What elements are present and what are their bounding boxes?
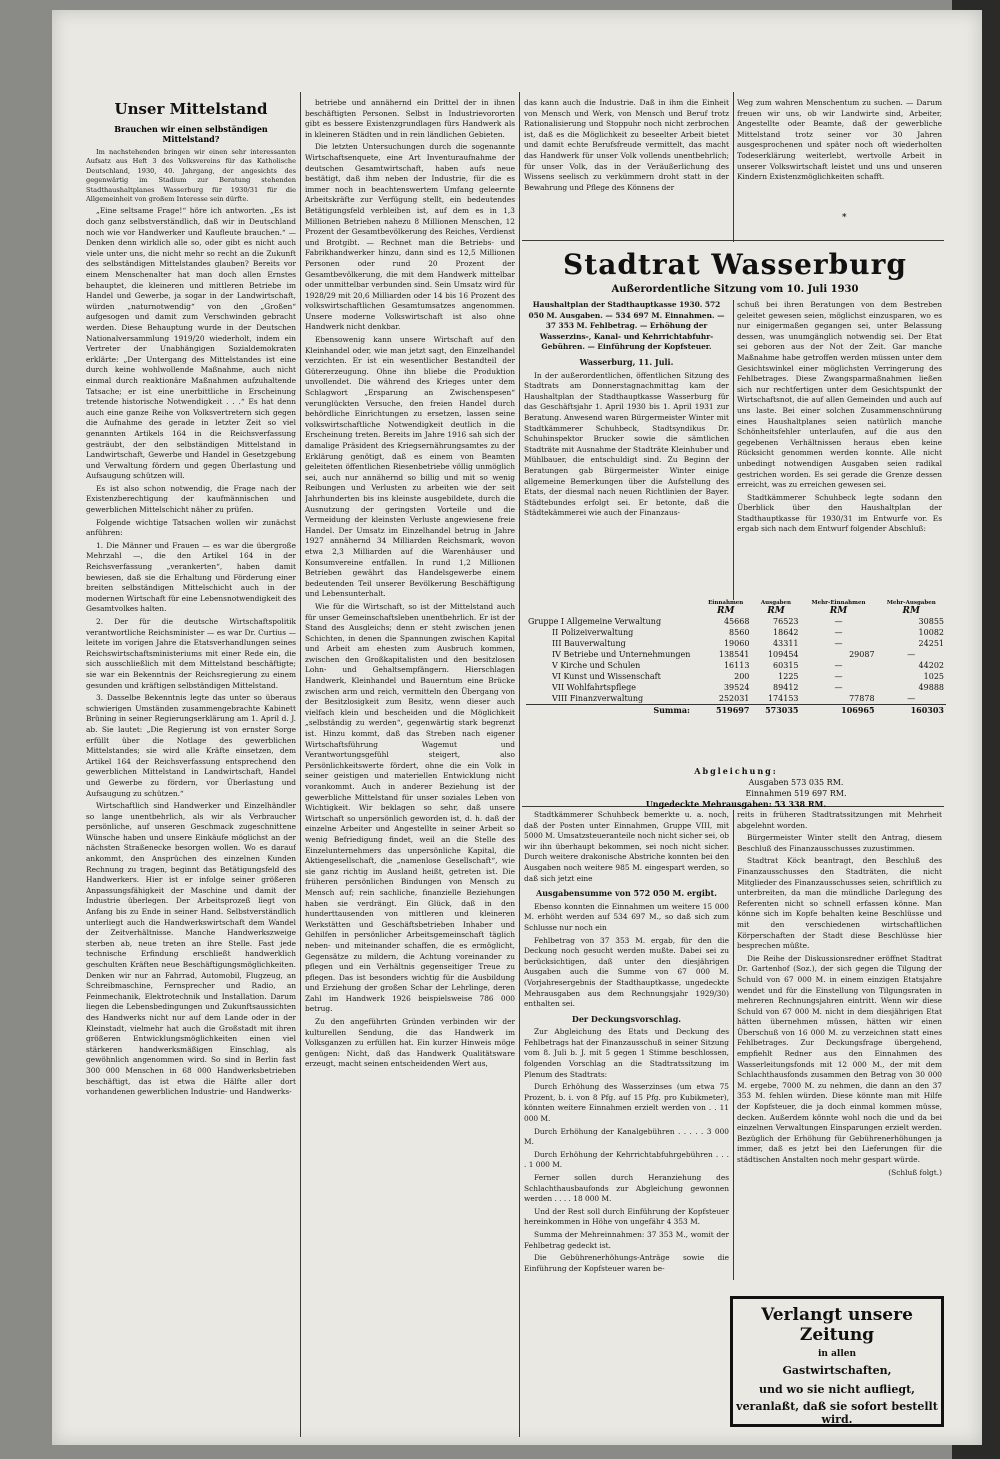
table-row — [526, 616, 946, 627]
budget-table — [526, 600, 946, 716]
balance-line: Einnahmen 519 697 RM. — [745, 789, 847, 798]
article-paragraph: Ebensowenig kann unsere Wirtschaft auf den Kleinhandel oder, wie man jetzt sagt, den Einzelhandel verzichten. Er ist ein wesentlicher Bestandteil der Gütererzeugung. Ohne ihn bliebe die Produktion unvollendet. Die während des Krieges unter dem Schlagwort „Ersparung an Zwischenspesen“ verunglückten Versuche, den freien Handel durch behördliche Einrichtungen zu ersetzen, lassen seine volkswirtschaftliche Notwendigkeit deutlich in die Erscheinung treten. Bereits im Jahre 1916 sah sich der damalige Präsident des Kriegsernährungsamtes zu der Erklärung genötigt, daß es einem von Beamten geleiteten öffentlichen Riesenbetriebe völlig unmöglich sei, auch nur annähernd so billig und mit so wenig Reibungen und Verlusten zu arbeiten wie der seit Jahrhunderten bis ins kleinste ausgebildete, durch die Ausnutzung der geringsten Vorteile und die Vermeidung der kleinsten Verluste angewiesene freie Handel. Der Umsatz im Einzelhandel betrug in Jahre 1927 annähernd 34 Milliarden Reichsmark, wovon etwa 2,3 Milliarden auf die Warenhäuser und Konsumvereine entfallen. In rund 1,2 Millionen Betrieben gewährt das Handelsgewerbe einem bedeutenden Teil unserer Bevölkerung Beschäftigung und Lebensunterhalt. — [305, 335, 515, 599]
article-column-1 — [86, 148, 296, 1438]
ad-line: Gastwirtschaften, — [782, 1364, 892, 1377]
cell: — — [834, 672, 843, 681]
cell: 60315 — [773, 661, 799, 670]
article-title: Unser Mittelstand — [114, 100, 268, 118]
article-paragraph: 2. Der für die deutsche Wirtschaftspolitik verantwortliche Reichsminister — es war Dr. Curtius — leitete im vorigen Jahre die Etatsverhandlungen seines Reichswirtschaftsministeriums mit einer Rede ein, die sich ausschließlich mit dem Mittelstand beschäftigte; sie war ein Bekenntnis der Reichsregierung zu einem gesunden und kräftigen selbständigen Mittelstand. — [86, 617, 296, 690]
cell: 160303 — [877, 705, 946, 717]
ad-line: in allen — [817, 1349, 857, 1359]
article2-column-left — [524, 300, 729, 625]
row-label: IV Betriebe und Unternehmungen — [552, 650, 691, 659]
article-paragraph: Durch Erhöhung der Kehrrichtabfuhrgebühren . . . . 1 000 M. — [524, 1149, 729, 1170]
article-paragraph: Zur Abgleichung des Etats und Deckung des Fehlbetrags hat der Finanzausschuß in seiner Sitzung vom 8. Juli b. J. mit 5 gegen 1 Stimme beschlossen, folgenden Vorschlag an die Stadtratssitzung im Plenum des Stadtrats: — [524, 1027, 729, 1079]
row-label: VII Wohlfahrtspflege — [552, 683, 636, 692]
article2-lead: Haushaltplan der Stadthauptkasse 1930. 572 050 M. Ausgaben. — 534 697 M. Einnahmen. — 37 353 M. Fehlbetrag. — Erhöhung der Wasserzins-, Kanal- und Kehrrichtabfuhr-Gebühren. — Einführung der Kopfsteuer. — [528, 300, 725, 352]
cell: 174153 — [767, 694, 799, 703]
article-paragraph: schuß bei ihren Beratungen von dem Bestreben geleitet gewesen seien, möglichst einzusparen, wo es nur einigermaßen gegangen sei, unter Belassung dessen, was unumgänglich notwendig sei. Der Etat sei geboren aus der Not der Zeit. Gar manche Maßnahme habe getroffen werden müssen unter dem Gesichtswinkel einer möglichsten Verringerung des Fehlbetrages. Diese Zwangsparmaßnahmen ließen sich nur rechtfertigen unter dem Gesichtspunkt der Wirtschaftsnot, die auf allen Gemeinden und auch auf uns laste. Bei einer solchen Zusammenschnürung eines Haushaltplanes seien natürlich manche Schönheitsfehler unterlaufen, auf die aus den gegebenen Verhältnissen heraus eben keine Rücksicht genommen werden konnte. Alle nicht unbedingt notwendigen Ausgaben seien radikal gestrichen worden. Es sei gerade die Grenze dessen erreicht, was zu erreichen gewesen sei. — [737, 300, 942, 490]
cell: — — [907, 694, 916, 703]
table-row — [526, 660, 946, 671]
article-paragraph: das kann auch die Industrie. Daß in ihm die Einheit von Mensch und Werk, von Mensch und Beruf trotz Rationalisierung und Stoppuhr noch nicht zerbrochen ist, daß es die Möglichkeit zu beseelter Arbeit bietet und damit echte Berufsfreude vermittelt, das macht das Handwerk für unser Volk vollends unentbehrlich; für unser Volk, das in der Veräußerlichung des Wissens seelisch zu verkümmern droht statt in der Bewahrung und Pflege des Könnens der — [524, 98, 729, 192]
row-label: Gruppe I Allgemeine Verwaltung — [528, 617, 662, 626]
cell: 89412 — [773, 683, 799, 692]
column-rule — [733, 300, 734, 600]
article-paragraph: Fehlbetrag von 37 353 M. ergab, für den die Deckung noch gesucht werden mußte. Dabei sei zu berücksichtigen, daß unter den diesjährigen Ausgaben auch die Summe von 67 000 M. (Vorjahresergebnis der Stadthauptkasse, ungedeckte Mehrausgaben aus dem Rechnungsjahr 1929/30) enthalten sei. — [524, 935, 729, 1009]
row-label: V Kirche und Schulen — [552, 661, 641, 670]
ad-headline: Verlangt unsere Zeitung — [761, 1305, 913, 1345]
article-subhead: Der Deckungsvorschlag. — [571, 1013, 682, 1024]
row-label: VI Kunst und Wissenschaft — [552, 672, 661, 681]
table-row — [526, 693, 946, 705]
article-paragraph: (Schluß folgt.) — [888, 1167, 942, 1177]
column-rule — [519, 92, 520, 1437]
article-column-2 — [305, 98, 515, 1443]
article-column-3-top — [524, 98, 729, 258]
cell: 1225 — [778, 672, 799, 681]
cell: 138541 — [718, 650, 750, 659]
cell: 10082 — [918, 628, 944, 637]
article-paragraph: In der außerordentlichen, öffentlichen Sitzung des Stadtrats am Donnerstagnachmittag kam der Haushaltplan der Stadthauptkasse Wasserburg für das Geschäftsjahr 1. April 1930 bis 1. April 1931 zur Beratung. Anwesend waren Bürgermeister Winter mit Stadtkämmerer Schuhbeck, Stadtsyndikus Dr. Schuhinspektor Brucker sowie die sämtlichen Stadträte mit Ausnahme der Stadträte Kleinhuber und Mühlbauer, die entschuldigt sind. Zu Beginn der Beratungen gab Bürgermeister Winter einige allgemeine Bemerkungen über die Aufstellung des Etats, der diesmal nach neuen Richtlinien der Bayer. Städtebundes erfolgt sei. Er betonte, daß die Städtekämmerei wie auch der Finanzaus- — [524, 370, 729, 518]
cell: 45668 — [723, 617, 750, 626]
cell: 16113 — [723, 661, 750, 670]
cell: 252031 — [718, 694, 750, 703]
article-subtitle: Brauchen wir einen selbständigen Mittelstand? — [114, 124, 268, 144]
col-unit: RM — [902, 606, 920, 616]
cell: 109454 — [767, 650, 799, 659]
cell: 39524 — [723, 683, 750, 692]
balance-total: Ungedeckte Mehrausgaben: 53 338 RM. — [645, 799, 827, 809]
article-paragraph: Ferner sollen durch Heranziehung des Schlachthausbaufonds zur Abgleichung gewonnen werden . . . . 18 000 M. — [524, 1173, 729, 1204]
budget-unit-row — [526, 606, 946, 616]
cell: 1025 — [923, 672, 944, 681]
article-paragraph: Weg zum wahren Menschentum zu suchen. — Darum freuen wir uns, ob wir Landwirte sind, Arbeiter, Angestellte oder Beamte, daß der gewerbliche Mittelstand trotz seiner vor 30 Jahren ausgesprochenen und später noch oft wiederholten Todeserklärung weiterlebt, wertvolle Arbeit in unserer Volkswirtschaft leistet und uns und unseren Kindern Existenzmöglichkeiten schafft. — [737, 98, 942, 182]
article-subhead: Ausgabensumme von 572 050 M. ergibt. — [536, 888, 717, 899]
cell: 19060 — [723, 639, 750, 648]
article-paragraph: reits in früheren Stadtratssitzungen mit Mehrheit abgelehnt worden. — [737, 810, 942, 830]
article-paragraph: betriebe und annähernd ein Drittel der in ihnen beschäftigten Personen. Selbst in Industrievororten gibt es bessere Existenzgrundlagen fürs Handwerk als in kleineren Städten und in rein ländlichen Gebieten. — [305, 98, 515, 139]
newspaper-ad-box — [730, 1296, 944, 1427]
col-unit: RM — [716, 606, 735, 616]
article-paragraph: Durch Erhöhung des Wasserzinses (um etwa 75 Prozent, b. i. von 8 Pfg. auf 15 Pfg. pro Kubikmeter), könnten weitere Einnahmen erzielt werden von . . 11 000 M. — [524, 1082, 729, 1124]
article-paragraph: 3. Dasselbe Bekenntnis legte das unter so überaus schwierigen Umständen zusammengebrachte Kabinett Brüning in seiner Regierungserklärung am 1. April d. J. ab. Sie lautet: „Die Regierung ist von ernster Sorge erfüllt über die Notlage des gewerblichen Mittelstandes; sie wird alle Kräfte einsetzen, dem Artikel 164 der Reichsverfassung entsprechend den gewerblichen Mittelstand in Landwirtschaft, Handel und Gewerbe zu fördern, vor Überlastung und Aufsaugung zu schützen.“ — [86, 693, 296, 798]
col-header: Ausgaben — [760, 600, 792, 606]
table-row — [526, 638, 946, 649]
article-paragraph: Stadtkämmerer Schuhbeck bemerkte u. a. noch, daß der Posten unter Einnahmen, Gruppe VIII, mit 5000 M. Umsatzsteueranteile noch nicht sicher sei, ob wir ihn überhaupt bekommen, sei noch nicht sicher. Durch weitere drakonische Abstriche konnten bei den Ausgaben noch weitere 985 M. eingespart werden, so daß sich jetzt eine — [524, 810, 729, 883]
col-unit: RM — [829, 606, 848, 616]
article-paragraph: Wirtschaftlich sind Handwerker und Einzelhändler so lange unentbehrlich, als wir als Verbraucher persönliche, auf unseren Geschmack zugeschnittene Wünsche haben und unsere Einkäufe möglichst an der nächsten Straßenecke besorgen wollen. Wo es darauf ankommt, den Ansprüchen des einzelnen Kunden Rechnung zu tragen, beginnt das Betätigungsfeld des Handwerkers. Hier ist er infolge seiner größeren Anpassungsfähigkeit der Maschine und damit der Industrie überlegen. Der Arbeitsprozeß liegt von Anfang bis zu Ende in seiner Hand. Selbstverständlich unterliegt auch die Handwerkswirtschaft dem Wandel der Zeitverhältnisse. Manche Handwerkszweige sterben ab, neue treten an ihre Stelle. Fast jede technische Erfindung erschließt handwerklich geschulten Kräften neue Beschäftigungsmöglichkeiten. Denken wir nur an Fahrrad, Automobil, Flugzeug, an Schreibmaschine, Fernsprecher und Radio, an Feinmechanik, Elektrotechnik und Installation. Darum liegen die Lebensbedingungen und Zukunftsaussichten des Handwerks nicht nur auf dem Lande oder in der Kleinstadt, vielmehr hat auch die Großstadt mit ihren größeren Entwicklungsmöglichkeiten einen viel stärkeren handwerksmäßigen Einschlag, als gewöhnlich angenommen wird. So sind in Berlin fast 300 000 Menschen in 68 000 Handwerksbetrieben beschäftigt, das ist etwa die Hälfte aller dort vorhandenen gewerblichen Industrie- und Handwerks- — [86, 801, 296, 1097]
table-row — [526, 671, 946, 682]
cell: — — [907, 650, 916, 659]
balance-line: Ausgaben 573 035 RM. — [748, 778, 844, 787]
cell: 573035 — [751, 705, 800, 717]
article-paragraph: Stadtrat Köck beantragt, den Beschluß des Finanzausschusses den Stadträten, die nicht Mitglieder des Finanzausschusses seien, schriftlich zu unterbreiten, da man die mündliche Darlegung des Referenten nicht so schnell erfassen könne. Man könne sich im Kopfe behalten keine Beschlüsse und mit den verschiedenen wirtschaftlichen Körperschaften der Stadt diese Beschlüsse hier besprechen müßte. — [737, 856, 942, 951]
cell: — — [834, 628, 843, 637]
col-header: Mehr-Einnahmen — [811, 600, 866, 606]
article-paragraph: Folgende wichtige Tatsachen wollen wir zunächst anführen: — [86, 517, 296, 538]
article2-lower-left — [524, 810, 729, 1440]
article2-title: Stadtrat Wasserburg — [563, 248, 907, 281]
article-paragraph: 1. Die Männer und Frauen — es war die übergroße Mehrzahl —, die den Artikel 164 in der Reichsverfassung „verankerten“, haben damit bewiesen, daß sie die Erhaltung und Förderung einer breiten selbständigen Mittelschicht auch in der modernen Wirtschaft für eine Lebensnotwendigkeit des Gesamtvolkes halten. — [86, 540, 296, 614]
ad-line: und wo sie nicht aufliegt, — [758, 1383, 916, 1396]
balance-heading: Abgleichung: — [694, 766, 778, 776]
article-paragraph: Stadtkämmerer Schuhbeck legte sodann den Überblick über den Haushaltplan der Stadthauptkasse für 1930/31 im Entwurfe vor. Es ergab sich nach dem Entwurf folgender Abschluß: — [737, 492, 942, 534]
article2-subtitle: Außerordentliche Sitzung vom 10. Juli 1930 — [611, 284, 859, 295]
article-paragraph: Ebenso konnten die Einnahmen um weitere 15 000 M. erhöht werden auf 534 697 M., so daß sich zum Schlusse nur noch ein — [524, 901, 729, 932]
article-paragraph: Die letzten Untersuchungen durch die sogenannte Wirtschaftsenquete, eine Art Inventuraufnahme der deutschen Gesamtwirtschaft, haben aufs neue bestätigt, daß ihm neben der Industrie, für die es immer noch in beachtenswertem Umfang geleernte Arbeitskräfte zur Verfügung stellt, ein bedeutendes Betätigungsfeld verbleiben ist, auf dem es in 1,3 Millionen Betrieben nahezu 8 Millionen Menschen, 12 Prozent der Gesamtbevölkerung des Reiches, Verdienst und Brotgibt. — Rechnet man die Betriebs- und Fabrikhandwerker hinzu, dann sind es 12,5 Millionen Personen oder rund 20 Prozent der Gesamtbevölkerung, die mit dem Handwerk mittelbar oder unmittelbar verbunden sind. Sein Umsatz wird für 1928/29 mit 20,6 Milliarden oder 14 bis 16 Prozent des volkswirtschaftlichen Gesamtumsatzes angenommen. Unsere moderne Volkswirtschaft ist also ohne Handwerk nicht denkbar. — [305, 142, 515, 332]
table-row — [526, 649, 946, 660]
article-paragraph: „Eine seltsame Frage!“ höre ich antworten. „Es ist doch ganz selbstverständlich, daß wir in Deutschland noch wie vor Handwerker und Kaufleute brauchen.“ — Denken denn wirklich alle so, oder gibt es nicht auch viele unter uns, die nicht mehr so recht an die Zukunft des selbständigen Mittelstandes glauben? Bereits vor einem Menschenalter hat man doch allen Ernstes behauptet, die kleineren und mittleren Betriebe im Handel und Gewerbe, ja sogar in der Landwirtschaft, würden „naturnotwendig“ von den „Großen“ aufgesogen und damit zum Verschwinden gebracht werden. Diese Behauptung wurde in der Deutschen Nationalversammlung 1919/20 wiederholt, indem ein Vertreter der Unabhängigen Sozialdemokraten erklärte: „Der Untergang des Mittelstandes ist eine durch keine wohlwollende Maßnahme, auch nicht einmal durch reaktionäre Maßnahmen aufzuhaltende Tatsache; er ist eine unerbittliche in Erscheinung tretende historische Notwendigkeit . . .“ Es hat denn auch eine ganze Reihe von Volksvertretern sich gegen die Aufnahme des gerade in letzter Zeit so viel genannten Artikels 164 in die Reichsverfassung gesträubt, der den selbständigen Mittelstand in Landwirtschaft, Gewerbe und Handel in Gesetzgebung und Verwaltung fördern und gegen Überlastung und Aufsaugung schützen will. — [86, 206, 296, 481]
end-mark: * — [842, 213, 847, 223]
article-paragraph: Bürgermeister Winter stellt den Antrag, diesem Beschluß des Finanzausschusses zuzustimmen. — [737, 833, 942, 853]
column-rule — [733, 810, 734, 1280]
table-row — [526, 682, 946, 693]
col-header: Einnahmen — [708, 600, 744, 606]
cell: 200 — [734, 672, 750, 681]
budget-balance — [526, 766, 946, 810]
table-row — [526, 627, 946, 638]
article-paragraph: Es ist also schon notwendig, die Frage nach der Existenzberechtigung der kaufmännischen und gewerblichen Mittelschicht näher zu prüfen. — [86, 483, 296, 515]
article-paragraph: Durch Erhöhung der Kanalgebühren . . . . . 3 000 M. — [524, 1126, 729, 1147]
ad-line: veranlaßt, daß sie sofort bestellt wird. — [736, 1400, 938, 1426]
row-label: III Bauverwaltung — [552, 639, 626, 648]
cell: 18642 — [773, 628, 799, 637]
row-label: II Polizeiverwaltung — [552, 628, 634, 637]
cell: — — [834, 639, 843, 648]
article-paragraph: Die Reihe der Diskussionsredner eröffnet Stadtrat Dr. Gartenhof (Soz.), der sich gegen die Tilgung der Schuld von 67 000 M. in einem einzigen Etatsjahre wendet und für die Einstellung von Tilgungsraten in mehreren Rechnungsjahren eintritt. Wenn wir diese Schuld von 67 000 M. nicht in dem diesjährigen Etat hätten übernehmen müssen, hätten wir einen Überschuß von 16 000 M. zu verzeichnen statt eines Fehlbetrages. Zur Deckungsfrage übergehend, empfiehlt Redner aus den Einnahmen des Wasserleitungsfonds mit 12 000 M., der mit dem Schlachthausfonds zusammen den Betrag von 30 000 M. ergebe, 7000 M. zu nehmen, die dann an den 37 353 M. fehlen würden. Diese könnte man mit Hilfe der Kopfsteuer, die ja doch einmal kommen müsse, decken. Außerdem könnte wohl noch die und da bei einzelnen Verwaltungen Einsparungen erzielt werden. Bezüglich der Erhöhung für Gebührenerhöhungen ja immer, daß es jetzt bei den Lieferungen für die städtischen Anstalten noch mehr gespart würde. — [737, 953, 942, 1164]
article-paragraph: Wie für die Wirtschaft, so ist der Mittelstand auch für unser Gemeinschaftsleben unentbehrlich. Er ist der Stand des Ausgleichs; denn er steht zwischen jenen Schichten, in denen die Spannungen zwischen Kapital und Arbeit am ehesten zum Ausbruch kommen, zwischen den Großkapitalisten und den besitzlosen Lohn- und Gehaltsempfängern. Hierschlagen Handwerk, Kleinhandel und Bauerntum eine Brücke zwischen arm und reich, vermitteln den Übergang von der Besitzlosigkeit zum Besitz, wenn dieser auch vielfach klein und bescheiden und die Möglichkeit „selbständig zu werden“, gegenwärtig stark begrenzt ist. Hinzu kommt, daß das Streben nach eigener Wirtschaftsführung Wagemut und Verantwortungsgefühl steigert, also Persönlichkeitswerte fördert, ohne die ein Volk in seiner geistigen und materiellen Entwicklung nicht vorankommt. Auch in anderer Beziehung ist der gewerbliche Mittelstand für unser soziales Leben von Wichtigkeit. Wir beklagen so sehr, daß unsere Wirtschaft so unpersönlich geworden ist, d. h. daß der einzelne Arbeiter und Angestellte in seiner Arbeit so wenig Befriedigung findet, weil an die Stelle des Einzelunternehmers das unpersönliche Kapital, die Aktiengesellschaft, die „namenlose Gesellschaft“, wie sie ganz richtig im Ausland heißt, getreten ist. Die früheren persönlichen Bindungen von Mensch zu Mensch auf; rein sachliche, finanzielle Beziehungen haben sie verdrängt. Ein Glück, daß in den hunderttausenden von mittleren und kleineren Werkstätten und Geschäftsbetrieben Inhaber und Gehilfen in persönlicher Arbeitsgemeinschaft täglich neben- und miteinander schaffen, die es ermöglicht, Gegensätze zu mildern, die Achtung voreinander zu pflegen und ein Verhältnis gegenseitiger Treue zu pflegen. Das ist besonders wichtig für die Ausbildung und Erziehung der großen Schar der Lehrlinge, deren Zahl im Handwerk 1926 beispielsweise 786 000 betrug. — [305, 601, 515, 1014]
row-label: VIII Finanzverwaltung — [552, 694, 644, 703]
cell: 29087 — [849, 650, 875, 659]
column-rule — [733, 92, 734, 242]
article2-lower-right — [737, 810, 942, 1210]
cell: 44202 — [918, 661, 944, 670]
article-paragraph: Zu den angeführten Gründen verbinden wir der kulturellen Sendung, die das Handwerk im Volksganzen zu erfüllen hat. Ein kurzer Hinweis möge genügen: Nicht, daß das Handwerk Qualitätsware erzeugt, macht seinen entscheidenden Wert aus, — [305, 1017, 515, 1069]
row-label: Summa: — [526, 705, 700, 717]
cell: 30855 — [918, 617, 944, 626]
article2-column-right — [737, 300, 942, 625]
cell: 519697 — [700, 705, 751, 717]
article-paragraph: Und der Rest soll durch Einführung der Kopfsteuer hereinkommen in Höhe von ungefähr 4 353 M. — [524, 1206, 729, 1227]
cell: — — [834, 661, 843, 670]
cell: 106965 — [801, 705, 877, 717]
cell: 8560 — [729, 628, 750, 637]
col-header: Mehr-Ausgaben — [886, 600, 936, 606]
article-column-4-top — [737, 98, 942, 258]
article-intro: Im nachstehenden bringen wir einen sehr interessanten Aufsatz aus Heft 3 des Volksvereins für das Katholische Deutschland, 1930, 40. Jahrgang, der angesichts des gegenwärtig im Stadium zur Beratung stehenden Stadthaushaltplanes Wasserburg für 1930/31 für die Allgemeinheit von großem Interesse sein dürfte. — [86, 148, 296, 204]
dateline: Wasserburg, 11. Juli. — [579, 356, 674, 367]
sum-row — [526, 705, 946, 717]
cell: — — [834, 617, 843, 626]
cell: 76523 — [773, 617, 799, 626]
cell: — — [834, 683, 843, 692]
cell: 77878 — [849, 694, 875, 703]
cell: 49888 — [918, 683, 944, 692]
col-unit: RM — [767, 606, 785, 616]
cell: 24251 — [918, 639, 944, 648]
column-rule — [300, 92, 301, 1437]
article-paragraph: Summa der Mehreinnahmen: 37 353 M., womit der Fehlbetrag gedeckt ist. — [524, 1229, 729, 1250]
cell: 43311 — [773, 639, 799, 648]
article-paragraph: Die Gebührenerhöhungs-Anträge sowie die Einführung der Kopfsteuer waren be- — [524, 1253, 729, 1273]
